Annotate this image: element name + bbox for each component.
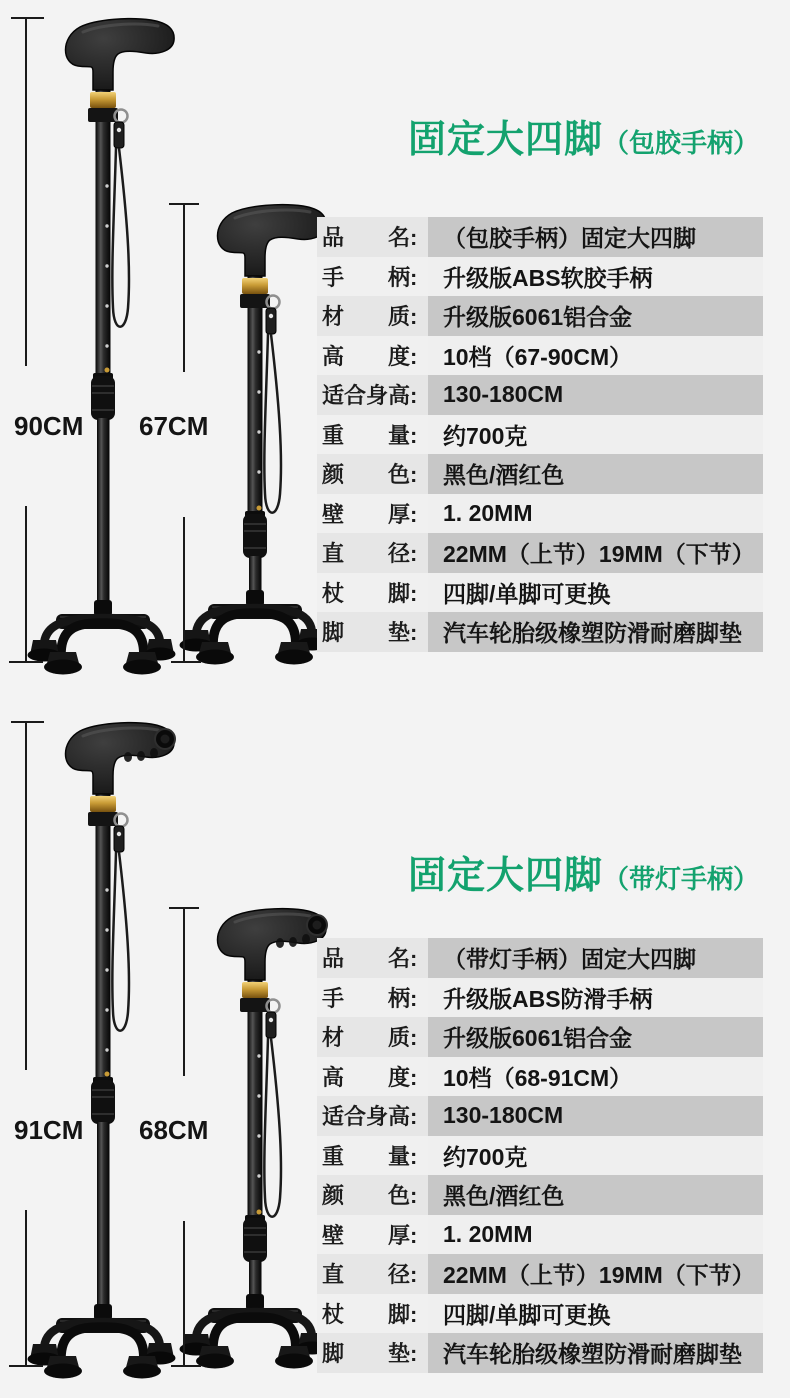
spec-label: 脚 垫: xyxy=(317,1333,428,1373)
tall-dimension-line-upper xyxy=(25,721,27,1070)
spec-label: 颜 色: xyxy=(317,1175,428,1215)
spec-label: 脚 垫: xyxy=(317,612,428,652)
tall-dimension-tick-top xyxy=(11,17,44,19)
spec-row xyxy=(317,1096,763,1136)
spec-label: 直 径: xyxy=(317,533,428,573)
spec-value: （带灯手柄）固定大四脚 xyxy=(428,938,763,978)
spec-value: 升级版6061铝合金 xyxy=(428,296,763,336)
spec-value: 汽车轮胎级橡塑防滑耐磨脚垫 xyxy=(428,612,763,652)
spec-label: 杖 脚: xyxy=(317,573,428,613)
section-title xyxy=(408,844,759,899)
spec-label: 高 度: xyxy=(317,336,428,376)
spec-row xyxy=(317,573,763,613)
spec-value: 黑色/酒红色 xyxy=(428,454,763,494)
spec-row xyxy=(317,978,763,1018)
section-title-sub: （带灯手柄） xyxy=(603,864,760,894)
spec-label: 材 质: xyxy=(317,1017,428,1057)
section-title-main: 固定大四脚 xyxy=(408,855,604,897)
section-title-sub: （包胶手柄） xyxy=(603,128,760,158)
spec-value: 约700克 xyxy=(428,415,763,455)
spec-label: 重 量: xyxy=(317,1136,428,1176)
spec-value: 升级版ABS软胶手柄 xyxy=(428,257,763,297)
tall-dimension-line-lower xyxy=(25,506,27,663)
spec-value: 四脚/单脚可更换 xyxy=(428,573,763,613)
spec-value: 130-180CM xyxy=(428,375,763,415)
spec-value: 黑色/酒红色 xyxy=(428,1175,763,1215)
spec-row xyxy=(317,494,763,534)
spec-label: 杖 脚: xyxy=(317,1294,428,1334)
spec-value: 10档（68-91CM） xyxy=(428,1057,763,1097)
spec-value: 10档（67-90CM） xyxy=(428,336,763,376)
spec-row xyxy=(317,375,763,415)
tall-height-label: 90CM xyxy=(14,411,84,441)
spec-value: 汽车轮胎级橡塑防滑耐磨脚垫 xyxy=(428,1333,763,1373)
tall-dimension-tick-bottom xyxy=(9,1365,43,1367)
spec-value: 四脚/单脚可更换 xyxy=(428,1294,763,1334)
spec-row xyxy=(317,1136,763,1176)
spec-row xyxy=(317,1057,763,1097)
short-height-label: 68CM xyxy=(139,1115,209,1145)
tall-dimension-line-lower xyxy=(25,1210,27,1367)
spec-row xyxy=(317,1175,763,1215)
spec-table xyxy=(317,938,763,1373)
spec-label: 高 度: xyxy=(317,1057,428,1097)
spec-value: 22MM（上节）19MM（下节） xyxy=(428,533,763,573)
short-dimension-tick-bottom xyxy=(171,661,201,663)
spec-value: 升级版ABS防滑手柄 xyxy=(428,978,763,1018)
short-dimension-line-upper xyxy=(183,907,185,1076)
spec-label: 手 柄: xyxy=(317,257,428,297)
section-title-main: 固定大四脚 xyxy=(408,119,604,161)
tall-dimension-tick-bottom xyxy=(9,661,43,663)
spec-value: 22MM（上节）19MM（下节） xyxy=(428,1254,763,1294)
spec-label: 颜 色: xyxy=(317,454,428,494)
spec-row xyxy=(317,1017,763,1057)
spec-row xyxy=(317,1333,763,1373)
spec-row xyxy=(317,1215,763,1255)
spec-table xyxy=(317,217,763,652)
spec-row xyxy=(317,257,763,297)
spec-value: 约700克 xyxy=(428,1136,763,1176)
spec-value: 1. 20MM xyxy=(428,1215,763,1255)
spec-label: 适合身高: xyxy=(317,1096,428,1136)
spec-label: 壁 厚: xyxy=(317,494,428,534)
short-dimension-line-upper xyxy=(183,203,185,372)
spec-label: 材 质: xyxy=(317,296,428,336)
spec-row xyxy=(317,415,763,455)
short-dimension-line-lower xyxy=(183,517,185,662)
spec-row xyxy=(317,1294,763,1334)
short-dimension-tick-bottom xyxy=(171,1365,201,1367)
spec-row xyxy=(317,612,763,652)
spec-label: 直 径: xyxy=(317,1254,428,1294)
spec-value: 升级版6061铝合金 xyxy=(428,1017,763,1057)
spec-row xyxy=(317,1254,763,1294)
spec-label: 手 柄: xyxy=(317,978,428,1018)
spec-value: （包胶手柄）固定大四脚 xyxy=(428,217,763,257)
tall-height-label: 91CM xyxy=(14,1115,84,1145)
spec-label: 品 名: xyxy=(317,938,428,978)
short-dimension-line-lower xyxy=(183,1221,185,1366)
spec-label: 壁 厚: xyxy=(317,1215,428,1255)
tall-dimension-tick-top xyxy=(11,721,44,723)
spec-label: 品 名: xyxy=(317,217,428,257)
spec-row xyxy=(317,336,763,376)
spec-row xyxy=(317,454,763,494)
section-light-handle xyxy=(0,704,790,1398)
spec-row xyxy=(317,938,763,978)
spec-value: 1. 20MM xyxy=(428,494,763,534)
spec-row xyxy=(317,296,763,336)
section-title xyxy=(408,108,759,163)
spec-row xyxy=(317,533,763,573)
spec-row xyxy=(317,217,763,257)
spec-value: 130-180CM xyxy=(428,1096,763,1136)
tall-dimension-line-upper xyxy=(25,17,27,366)
spec-label: 重 量: xyxy=(317,415,428,455)
short-height-label: 67CM xyxy=(139,411,209,441)
spec-label: 适合身高: xyxy=(317,375,428,415)
